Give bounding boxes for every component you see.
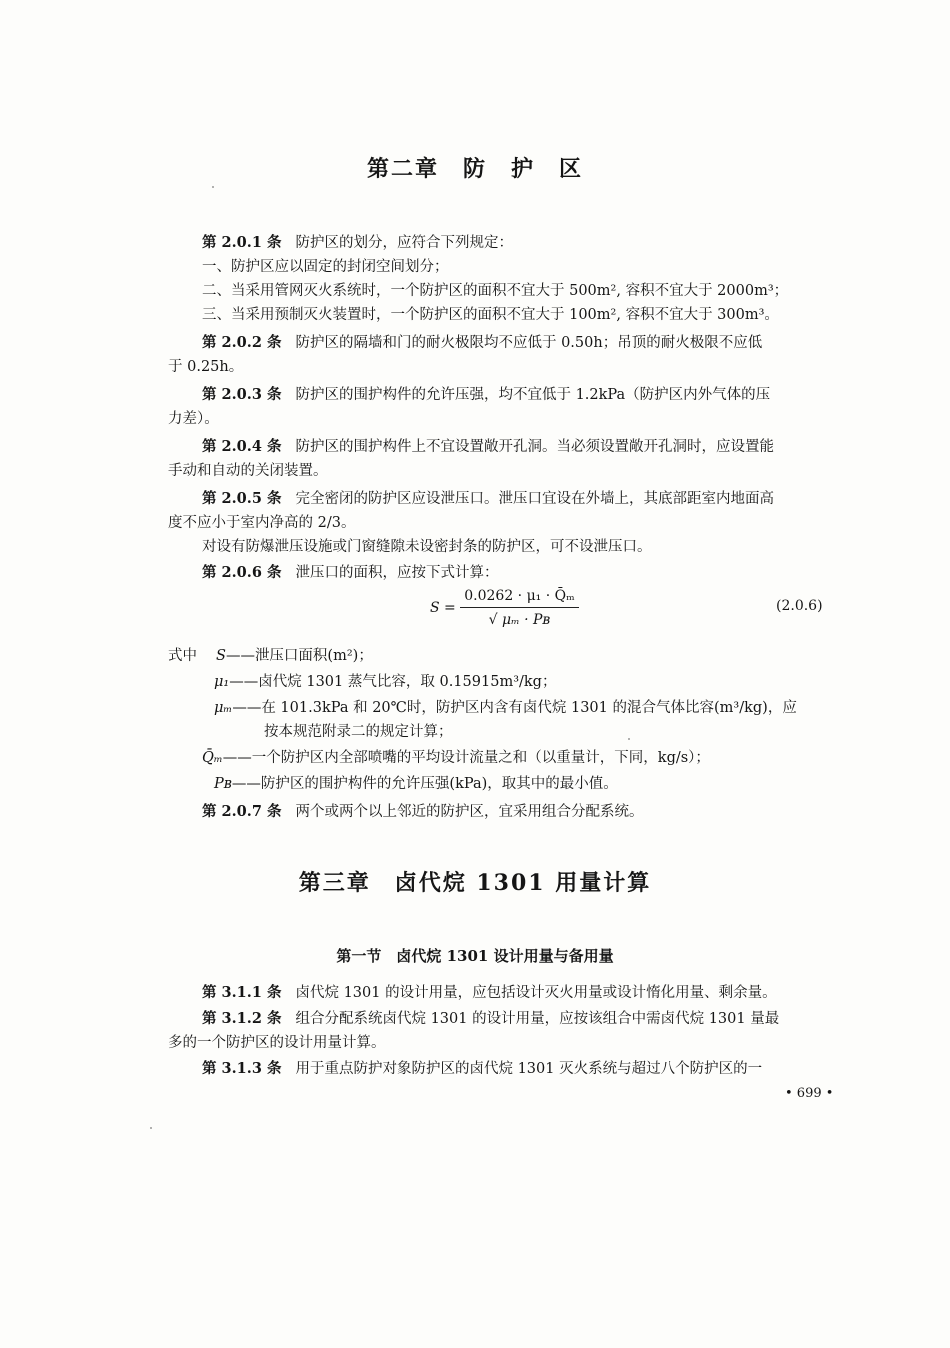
article-continuation: 多的一个防护区的设计用量计算。: [168, 1035, 386, 1051]
article-2-0-6: [202, 563, 498, 583]
article-number: 第 2.0.7 条: [202, 803, 282, 820]
section-1-title: 第一节 卤代烷 1301 设计用量与备用量: [336, 947, 614, 965]
article-number: 第 2.0.4 条: [202, 438, 282, 455]
definition-text: ——防护区的围护构件的允许压强(kPa)，取其中的最小值。: [231, 776, 618, 792]
formula-fraction: [460, 588, 578, 628]
article-2-0-4: [202, 437, 774, 457]
article-text: 卤代烷 1301 的设计用量，应包括设计灭火用量或设计惰化用量、剩余量。: [295, 985, 777, 1001]
article-continuation: 手动和自动的关闭装置。: [168, 463, 328, 479]
article-text: 两个或两个以上邻近的防护区，宜采用组合分配系统。: [295, 804, 644, 820]
article-text: 防护区的划分，应符合下列规定：: [295, 235, 513, 251]
article-3-1-2: [202, 1009, 779, 1029]
definition-item: [214, 672, 556, 692]
article-text: 完全密闭的防护区应设泄压口。泄压口宜设在外墙上，其底部距室内地面高: [295, 491, 774, 507]
article-number: 第 3.1.3 条: [202, 1060, 282, 1077]
list-item: 一、防护区应以固定的封闭空间划分；: [202, 259, 449, 275]
equation-number: (2.0.6): [776, 598, 823, 614]
article-2-0-3: [202, 385, 770, 405]
article-text: 泄压口的面积，应按下式计算：: [295, 565, 499, 581]
formula-2-0-6: [430, 588, 579, 628]
article-continuation: 力差）。: [168, 411, 219, 427]
chapter-3-title: 第三章 卤代烷 1301 用量计算: [298, 870, 652, 896]
formula-lhs: S =: [430, 600, 456, 616]
article-2-0-1: [202, 233, 513, 253]
article-3-1-1: [202, 983, 777, 1003]
scan-speck: [212, 186, 214, 188]
article-2-0-5: [202, 489, 774, 509]
article-text: 用于重点防护对象防护区的卤代烷 1301 灭火系统与超过八个防护区的一: [295, 1061, 763, 1077]
article-continuation: 度不应小于室内净高的 2/3。: [168, 515, 356, 531]
article-3-1-3: [202, 1059, 762, 1079]
article-text: 防护区的围护构件的允许压强，均不宜低于 1.2kPa（防护区内外气体的压: [295, 387, 771, 403]
definition-continuation: 按本规范附录二的规定计算；: [264, 724, 453, 740]
definition-symbol: Q̄ₘ: [202, 750, 223, 766]
list-item: 三、当采用预制灭火装置时，一个防护区的面积不宜大于 100m², 容积不宜大于 300m³。: [202, 307, 779, 323]
article-number: 第 2.0.5 条: [202, 490, 282, 507]
article-number: 第 3.1.2 条: [202, 1010, 282, 1027]
where-label: 式中: [168, 648, 197, 664]
definition-symbol: Pʙ: [214, 776, 232, 792]
article-2-0-7: [202, 802, 643, 822]
definition-item: [214, 774, 618, 794]
article-number: 第 2.0.3 条: [202, 386, 282, 403]
definition-text: ——卤代烷 1301 蒸气比容，取 0.15915m³/kg；: [229, 674, 557, 690]
article-paragraph: 对设有防爆泄压设施或门窗缝隙未设密封条的防护区，可不设泄压口。: [202, 539, 652, 555]
scan-speck: [628, 738, 630, 740]
definition-text: ——泄压口面积(m²)；: [225, 648, 373, 664]
definition-text: ——一个防护区内全部喷嘴的平均设计流量之和（以重量计，下同，kg/s）；: [222, 750, 710, 766]
definition-item: [216, 646, 373, 666]
definition-item: [214, 698, 797, 718]
scan-speck: [150, 1127, 152, 1129]
formula-denominator: √ μₘ · Pʙ: [488, 612, 551, 628]
article-2-0-2: [202, 333, 762, 353]
article-number: 第 2.0.1 条: [202, 234, 282, 251]
article-number: 第 3.1.1 条: [202, 984, 282, 1001]
list-item: 二、当采用管网灭火系统时，一个防护区的面积不宜大于 500m², 容积不宜大于 2000m³；: [202, 283, 789, 299]
article-text: 组合分配系统卤代烷 1301 的设计用量，应按该组合中需卤代烷 1301 量最: [295, 1011, 780, 1027]
definition-symbol: μ₁: [214, 674, 230, 690]
formula-numerator: 0.0262 · μ₁ · Q̄ₘ: [460, 588, 578, 608]
article-text: 防护区的隔墙和门的耐火极限均不应低于 0.50h；吊顶的耐火极限不应低: [295, 335, 763, 351]
definition-symbol: S: [216, 648, 226, 664]
page-number: • 699 •: [785, 1086, 834, 1101]
article-number: 第 2.0.2 条: [202, 334, 282, 351]
article-number: 第 2.0.6 条: [202, 564, 282, 581]
chapter-2-title: 第二章 防 护 区: [366, 156, 583, 182]
definition-symbol: μₘ: [214, 700, 233, 716]
definition-text: ——在 101.3kPa 和 20℃时，防护区内含有卤代烷 1301 的混合气体比容(m³/kg)，应: [232, 700, 797, 716]
definition-item: [202, 748, 710, 768]
article-continuation: 于 0.25h。: [168, 359, 244, 375]
article-text: 防护区的围护构件上不宜设置敞开孔洞。当必须设置敞开孔洞时，应设置能: [295, 439, 774, 455]
